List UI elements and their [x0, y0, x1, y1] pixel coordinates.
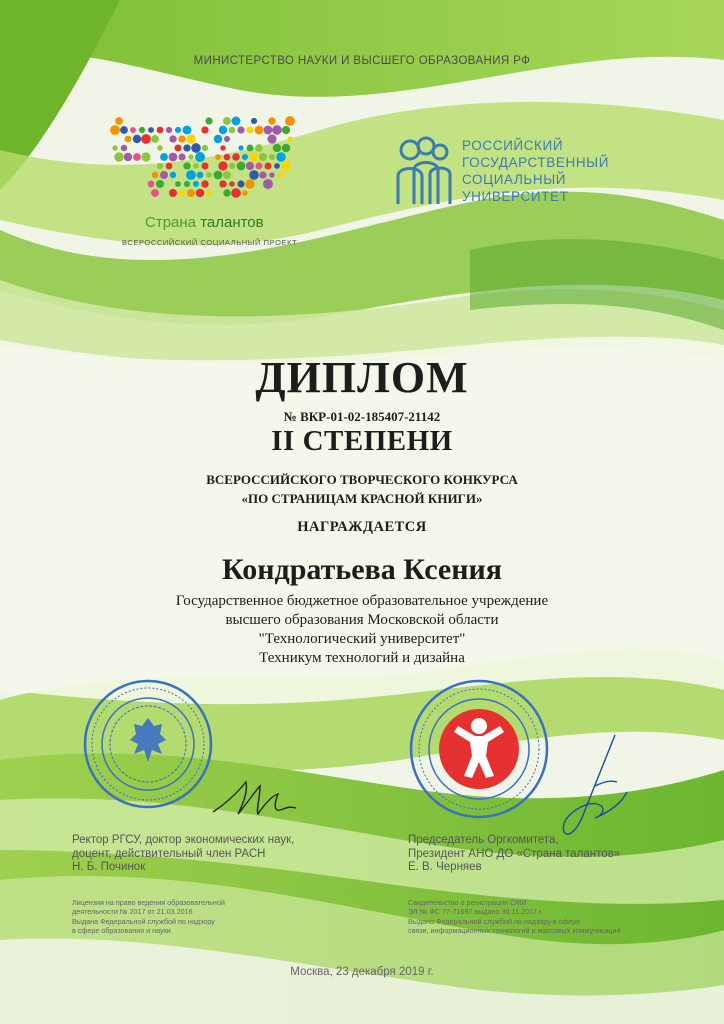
- logo-dot: [232, 117, 241, 126]
- logo-dot: [274, 163, 280, 169]
- logo-dot: [133, 135, 141, 143]
- logo-dot: [186, 170, 196, 180]
- logo-dot: [229, 127, 236, 134]
- rgsu-line: ГОСУДАРСТВЕННЫЙ: [462, 155, 610, 170]
- org-line: Техникум технологий и дизайна: [259, 650, 465, 666]
- rgsu-line: РОССИЙСКИЙ: [462, 138, 564, 153]
- logo-dot: [110, 125, 120, 135]
- logo-dot: [166, 163, 173, 170]
- org-line: Государственное бюджетное образовательное учреждение: [175, 593, 549, 609]
- logo-dot: [224, 136, 230, 142]
- signature-line: Ректор РГСУ, доктор экономических наук,: [72, 834, 295, 846]
- logo-dot: [124, 153, 133, 162]
- recipient-name: Кондратьева Ксения: [221, 553, 503, 586]
- logo-dot: [206, 172, 212, 178]
- note-line: в сфере образования и науки: [72, 925, 171, 935]
- contest-line: ВСЕРОССИЙСКОГО ТВОРЧЕСКОГО КОНКУРСА: [206, 472, 518, 487]
- logo-dot: [169, 135, 176, 142]
- logo-dot: [169, 153, 178, 162]
- logo-dot: [196, 189, 205, 198]
- logo-dot: [269, 154, 275, 160]
- logo-dot: [273, 144, 281, 152]
- logo-dot: [183, 162, 190, 169]
- logo-dot: [174, 144, 181, 151]
- rgsu-line: УНИВЕРСИТЕТ: [462, 189, 569, 204]
- rgsu-stamp-icon: [82, 678, 214, 810]
- rgsu-line: СОЦИАЛЬНЫЙ: [462, 172, 567, 187]
- logo-dot: [115, 117, 123, 125]
- logo-dot: [184, 181, 190, 187]
- logo-dot: [151, 189, 159, 197]
- logo-dot: [259, 153, 267, 161]
- logo-dot: [141, 134, 151, 144]
- logo-dot: [193, 181, 199, 187]
- logo-dot: [139, 127, 145, 133]
- logo-dot: [224, 154, 231, 161]
- diploma-title: ДИПЛОМ: [255, 353, 469, 402]
- logo-dot: [237, 180, 244, 187]
- logo-dot: [223, 171, 231, 179]
- rector-signature: [208, 772, 298, 822]
- logo-dot: [264, 126, 273, 135]
- logo-dot: [157, 127, 164, 134]
- logo-dot: [246, 126, 253, 133]
- logo-dot: [214, 135, 222, 143]
- logo-dot: [250, 153, 259, 162]
- logo-dot: [278, 172, 284, 178]
- logo-dot: [187, 189, 195, 197]
- issue-date: Москва, 23 декабря 2019 г.: [290, 966, 434, 978]
- logo-dot: [238, 145, 243, 150]
- logo-dot: [276, 152, 285, 161]
- logo-dot: [247, 145, 254, 152]
- logo-dot: [214, 171, 223, 180]
- logo-dot: [152, 172, 159, 179]
- strana-talantov-stamp-icon: [408, 678, 550, 820]
- logo-dot: [130, 127, 136, 133]
- logo-dot: [166, 127, 172, 133]
- logo-dot: [287, 136, 292, 141]
- logo-dot: [151, 135, 159, 143]
- logo-dot: [141, 152, 150, 161]
- contest-line: «ПО СТРАНИЦАМ КРАСНОЙ КНИГИ»: [241, 491, 483, 506]
- note-line: Выдано Федеральной службой по надзору в сфере: [408, 916, 581, 926]
- contest-name: [0, 470, 724, 508]
- note-line: Выдана Федеральной службой по надзору: [72, 916, 215, 926]
- logo-dot: [268, 117, 275, 124]
- logo-dot: [249, 170, 259, 180]
- logo-dot: [114, 152, 123, 161]
- logo-dot: [121, 145, 127, 151]
- diploma-degree: II СТЕПЕНИ: [271, 425, 453, 457]
- logo-dot: [267, 134, 276, 143]
- logo-dot: [251, 118, 257, 124]
- logo-dot: [223, 117, 231, 125]
- strana-talantov-subtitle: ВСЕРОССИЙСКИЙ СОЦИАЛЬНЫЙ ПРОЕКТ: [122, 238, 298, 247]
- logo-dot: [175, 181, 181, 187]
- logo-dot: [112, 145, 117, 150]
- logo-dot: [178, 153, 185, 160]
- logo-dot: [223, 189, 230, 196]
- logo-dot: [285, 116, 295, 126]
- logo-dot: [160, 153, 168, 161]
- strana-talantov-map-logo: [105, 100, 305, 220]
- logo-dot: [259, 171, 266, 178]
- note-line: связи, информационных технологий и массовых коммуникаций: [408, 925, 621, 935]
- logo-dot: [229, 163, 235, 169]
- logo-dot: [219, 126, 227, 134]
- logo-dot: [186, 134, 195, 143]
- signature-line: Президент АНО ДО «Страна талантов»: [408, 847, 621, 860]
- logo-dot: [263, 179, 273, 189]
- strana-talantov-name: Страна талантов: [145, 214, 264, 231]
- logo-dot: [242, 154, 248, 160]
- logo-dot: [229, 181, 234, 186]
- logo-dot: [178, 135, 185, 142]
- logo-dot: [256, 163, 263, 170]
- signature-line: Е. В. Черняев: [408, 861, 482, 873]
- logo-dot: [245, 179, 254, 188]
- signature-line: Н. Б. Починок: [72, 861, 146, 873]
- logo-dot: [281, 161, 291, 171]
- logo-dot: [246, 162, 254, 170]
- logo-dot: [255, 126, 264, 135]
- signature-line: Председатель Оргкомитета,: [408, 834, 559, 846]
- logo-dot: [191, 143, 201, 153]
- media-registration-note: [408, 898, 621, 935]
- logo-dot: [157, 163, 163, 169]
- logo-dot: [272, 125, 282, 135]
- logo-dot: [201, 126, 208, 133]
- logo-dot: [218, 161, 227, 170]
- rector-signature-block: [72, 834, 294, 875]
- logo-dot: [264, 162, 271, 169]
- note-line: Лицензия на право ведения образовательной: [72, 898, 225, 907]
- logo-dot: [148, 127, 154, 133]
- logo-dot: [219, 180, 226, 187]
- logo-dot: [282, 126, 290, 134]
- chairman-signature-block: [408, 834, 620, 875]
- logo-dot: [195, 152, 205, 162]
- logo-dot: [148, 181, 155, 188]
- logo-dot: [206, 190, 212, 196]
- logo-dot: [160, 171, 168, 179]
- logo-dot: [175, 127, 181, 133]
- logo-dot: [282, 144, 290, 152]
- logo-dot: [169, 189, 177, 197]
- logo-dot: [202, 145, 208, 151]
- logo-dot: [202, 163, 209, 170]
- logo-dot: [201, 180, 208, 187]
- logo-dot: [231, 188, 241, 198]
- signature-line: доцент, действительный член РАСН: [72, 847, 266, 860]
- logo-dot: [205, 117, 212, 124]
- logo-dot: [183, 144, 190, 151]
- logo-dot: [269, 172, 274, 177]
- awarded-label: НАГРАЖДАЕТСЯ: [297, 519, 427, 535]
- logo-dot: [156, 180, 164, 188]
- logo-dot: [197, 172, 204, 179]
- logo-dot: [170, 172, 176, 178]
- recipient-organization: [0, 592, 724, 668]
- logo-dot: [125, 136, 132, 143]
- note-line: деятельности № 2017 от 21.03.2016: [72, 907, 193, 917]
- logo-dot: [188, 154, 193, 159]
- logo-dot: [220, 145, 225, 150]
- note-line: Свидетельство о регистрации СМИ: [408, 898, 527, 907]
- note-line: ЭЛ № ФС 77-71697 выдано 30.11.2017 г.: [408, 907, 543, 917]
- rgsu-people-logo: [392, 136, 454, 206]
- logo-dot: [193, 163, 199, 169]
- logo-dot: [242, 190, 247, 195]
- logo-dot: [232, 153, 240, 161]
- rgsu-name: [462, 137, 609, 205]
- logo-dot: [237, 162, 246, 171]
- logo-dot: [157, 145, 162, 150]
- logo-dot: [237, 126, 244, 133]
- logo-dot: [120, 126, 128, 134]
- diploma-number: № ВКР-01-02-185407-21142: [283, 409, 441, 424]
- chairman-signature: [555, 730, 630, 840]
- license-note: [72, 898, 225, 935]
- logo-dot: [255, 144, 263, 152]
- logo-dot: [179, 190, 186, 197]
- org-line: "Технологический университет": [258, 631, 466, 647]
- org-line: высшего образования Московской области: [225, 612, 499, 628]
- logo-dot: [183, 126, 192, 135]
- logo-dot: [133, 153, 141, 161]
- logo-dot: [215, 154, 221, 160]
- ministry-header: МИНИСТЕРСТВО НАУКИ И ВЫСШЕГО ОБРАЗОВАНИЯ РФ: [193, 55, 531, 67]
